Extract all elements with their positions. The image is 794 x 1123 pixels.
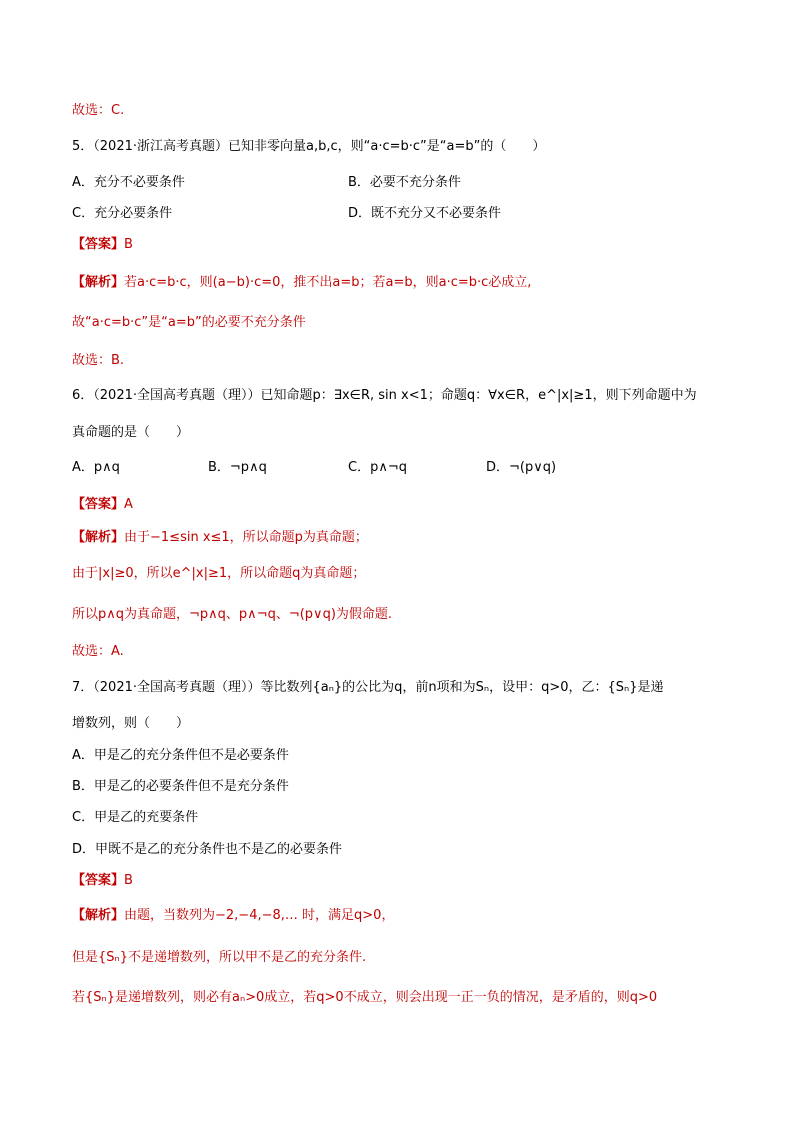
answer-value: B (124, 873, 133, 888)
answer-label: 【答案】 (72, 497, 125, 512)
q7-stem-line2: 增数列，则（ ） (72, 716, 190, 731)
analysis-label: 【解析】 (72, 908, 125, 923)
q6-answer-choice: 故选：A. (72, 644, 124, 659)
analysis-text: 由于−1≤sin x≤1，所以命题p为真命题； (124, 530, 368, 545)
q6-analysis-line3: 所以p∧q为真命题，¬p∧q、p∧¬q、¬(p∨q)为假命题. (72, 607, 393, 622)
answer-value: B (124, 237, 133, 252)
q6-option-d: D．¬(p∨q) (486, 460, 557, 475)
q7-option-c: C．甲是乙的充要条件 (72, 810, 199, 825)
q5-analysis-line1 (72, 274, 531, 292)
analysis-label: 【解析】 (72, 275, 125, 290)
q7-answer (72, 872, 133, 890)
q5-answer (72, 236, 133, 254)
q5-stem: 5．（2021·浙江高考真题）已知非零向量a,b,c，则“a·c=b·c”是“a=b”的（ ） (72, 139, 546, 154)
q6-stem-line1: 6．（2021·全国高考真题（理））已知命题p：∃x∈R, sin x<1；命题q：∀x∈R，e^|x|≥1，则下列命题中为 (72, 388, 697, 403)
q6-answer (72, 496, 133, 514)
q5-option-a: A．充分不必要条件 (72, 175, 185, 190)
q6-analysis-line2: 由于|x|≥0，所以e^|x|≥1，所以命题q为真命题； (72, 566, 366, 581)
analysis-label: 【解析】 (72, 530, 125, 545)
q7-stem-line1: 7．（2021·全国高考真题（理））等比数列{aₙ}的公比为q，前n项和为Sₙ，设甲：q>0，乙：{Sₙ}是递 (72, 680, 664, 695)
q6-option-b: B．¬p∧q (208, 460, 267, 475)
q7-option-a: A．甲是乙的充分条件但不是必要条件 (72, 748, 289, 763)
q7-analysis-line2: 但是{Sₙ}不是递增数列，所以甲不是乙的充分条件. (72, 950, 367, 965)
q7-option-b: B．甲是乙的必要条件但不是充分条件 (72, 779, 289, 794)
answer-label: 【答案】 (72, 237, 125, 252)
q7-analysis-line1 (72, 907, 394, 925)
q6-option-c: C．p∧¬q (348, 460, 407, 475)
q5-option-d: D．既不充分又不必要条件 (348, 206, 502, 221)
q7-option-d: D．甲既不是乙的充分条件也不是乙的必要条件 (72, 842, 343, 857)
q6-option-a: A．p∧q (72, 460, 120, 475)
analysis-text: 若a·c=b·c，则(a−b)·c=0，推不出a=b；若a=b，则a·c=b·c必成立, (124, 275, 532, 290)
q5-analysis-line2: 故“a·c=b·c”是“a=b”的必要不充分条件 (72, 315, 306, 330)
q5-option-c: C．充分必要条件 (72, 206, 173, 221)
prev-answer-choice: 故选：C. (72, 103, 125, 118)
q5-option-b: B．必要不充分条件 (348, 175, 461, 190)
q6-analysis-line1 (72, 529, 368, 547)
q7-analysis-line3: 若{Sₙ}是递增数列，则必有aₙ>0成立，若q>0不成立，则会出现一正一负的情况，是矛盾的，则q>0 (72, 990, 658, 1005)
analysis-text: 由题，当数列为−2,−4,−8,… 时，满足q>0， (124, 908, 395, 923)
answer-value: A (124, 497, 133, 512)
q5-answer-choice: 故选：B. (72, 353, 125, 368)
q6-stem-line2: 真命题的是（ ） (72, 425, 190, 440)
answer-label: 【答案】 (72, 873, 125, 888)
